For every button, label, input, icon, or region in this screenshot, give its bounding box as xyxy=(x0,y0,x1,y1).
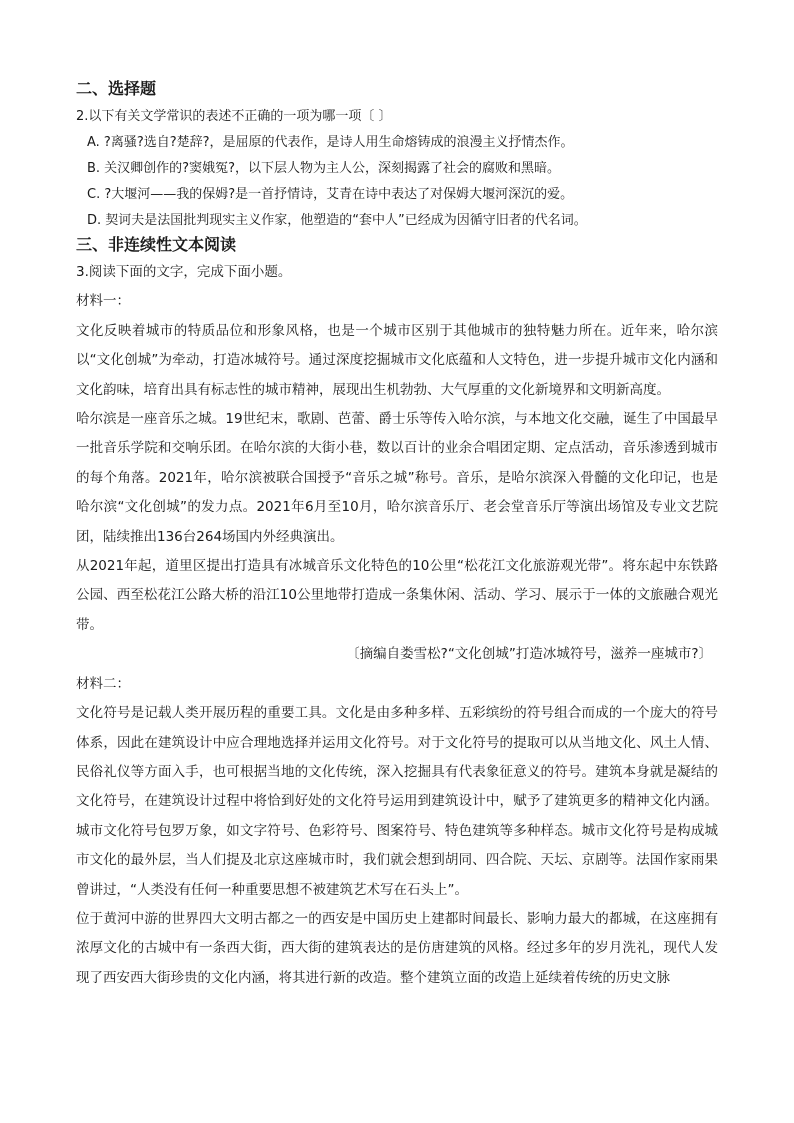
question-2-option-a: A. ?离骚?选自?楚辞?，是屈原的代表作，是诗人用生命熔铸成的浪漫主义抒情杰作。 xyxy=(87,135,574,150)
material-1-label: 材料一： xyxy=(76,293,130,310)
section-heading-multiple-choice: 二、选择题 xyxy=(76,79,157,98)
question-3-stem: 3.阅读下面的文字，完成下面小题。 xyxy=(76,264,292,280)
section-heading-reading: 三、非连续性文本阅读 xyxy=(76,235,237,254)
question-2-option-b: B. 关汉卿创作的?窦娥冤?，以下层人物为主人公，深刻揭露了社会的腐败和黑暗。 xyxy=(87,161,560,176)
question-2-option-d: D. 契诃夫是法国批判现实主义作家，他塑造的“套中人”已经成为因循守旧者的代名词。 xyxy=(87,213,587,228)
material-1-paragraph: 从2021年起，道里区提出打造具有冰城音乐文化特色的10公里“松花江文化旅游观光带”。将东起中东铁路公园、西至松花江公路大桥的沿江10公里地带打造成一条集休闲、活动、学习、展示于一体的文旅融合观光带。 xyxy=(76,558,718,633)
material-2-paragraph: 文化符号是记载人类开展历程的重要工具。文化是由多种多样、五彩缤纷的符号组合而成的一个庞大的符号体系，因此在建筑设计中应合理地选择并运用文化符号。对于文化符号的提取可以从当地文化、风土人情、民俗礼仪等方面入手，也可根据当地的文化传统，深入挖掘具有代表象征意义的符号。建筑本身就是凝结的文化符号，在建筑设计过程中将恰到好处的文化符号运用到建筑设计中，赋予了建筑更多的精神文化内涵。城市文化符号包罗万象，如文字符号、色彩符号、图案符号、特色建筑等多种样态。城市文化符号是构成城市文化的最外层，当人们提及北京这座城市时，我们就会想到胡同、四合院、天坛、京剧等。法国作家雨果曾讲过，“人类没有任何一种重要思想不被建筑艺术写在石头上”。 xyxy=(76,705,718,898)
material-1-paragraph: 文化反映着城市的特质品位和形象风格，也是一个城市区别于其他城市的独特魅力所在。近年来，哈尔滨以“文化创城”为牵动，打造冰城符号。通过深度挖掘城市文化底蕴和人文特色，进一步提升城市文化内涵和文化韵味，培育出具有标志性的城市精神，展现出生机勃勃、大气厚重的文化新境界和文明新高度。 xyxy=(76,322,718,398)
material-2-label: 材料二： xyxy=(76,675,130,692)
question-2-stem: 2.以下有关文学常识的表述不正确的一项为哪一项〔 〕 xyxy=(76,109,392,124)
question-2-option-c: C. ?大堰河——我的保姆?是一首抒情诗，艾青在诗中表达了对保姆大堰河深沉的爱。 xyxy=(87,187,574,202)
material-1-paragraph: 哈尔滨是一座音乐之城。19世纪末，歌剧、芭蕾、爵士乐等传入哈尔滨，与本地文化交融，诞生了中国最早一批音乐学院和交响乐团。在哈尔滨的大街小巷，数以百计的业余合唱团定期、定点活动，音乐渗透到城市的每个角落。2021年，哈尔滨被联合国授予“音乐之城”称号。音乐，是哈尔滨深入骨髓的文化印记，也是哈尔滨“文化创城”的发力点。2021年6月至10月，哈尔滨音乐厅、老会堂音乐厅等演出场馆及专业文艺院团，陆续推出136台264场国内外经典演出。 xyxy=(76,411,718,545)
material-2-paragraph: 位于黄河中游的世界四大文明古都之一的西安是中国历史上建都时间最长、影响力最大的都城，在这座拥有浓厚文化的古城中有一条西大街，西大街的建筑表达的是仿唐建筑的风格。经过多年的岁月洗礼，现代人发现了西安西大街珍贵的文化内涵，将其进行新的改造。整个建筑立面的改造上延续着传统的历史文脉 xyxy=(76,910,718,986)
material-1-source: 〔摘编自娄雪松?“文化创城”打造冰城符号，滋养一座城市?〕 xyxy=(346,646,712,663)
document-page xyxy=(76,78,718,993)
